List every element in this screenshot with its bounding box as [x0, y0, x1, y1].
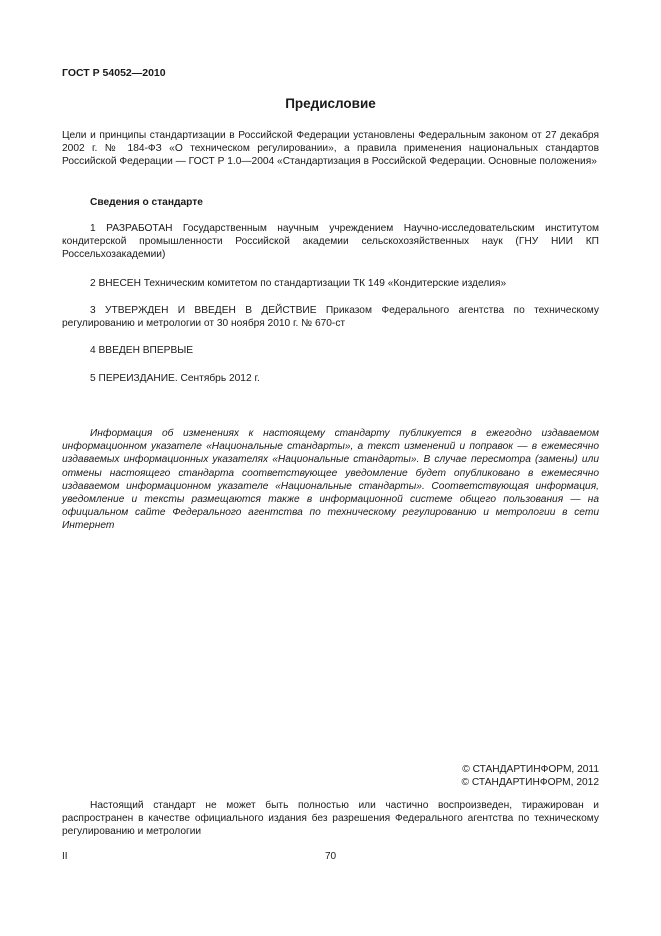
standard-id: ГОСТ Р 54052—2010	[62, 67, 166, 79]
reproduction-notice: Настоящий стандарт не может быть полностью или частично воспроизведен, тиражирован и распространен в качестве официального издания без разрешения Федерального агентства по техническому регулированию и метрологии	[62, 800, 599, 838]
info-item-1: 1 РАЗРАБОТАН Государственным научным учреждением Научно-исследовательским институтом кондитерской промышленности Российской академии сельскохозяйственных наук (ГНУ НИИ КП Россельхозакадемии)	[62, 223, 599, 261]
info-item-2: 2 ВНЕСЕН Техническим комитетом по стандартизации ТК 149 «Кондитерские изделия»	[90, 278, 507, 289]
copyright-line-1: © СТАНДАРТИНФОРМ, 2011	[462, 764, 599, 775]
notice-paragraph: Информация об изменениях к настоящему стандарту публикуется в ежегодно издаваемом информационном указателе «Национальные стандарты», а текст изменений и поправок — в ежемесячно издаваемых информационных указателях «Национальные стандарты». В случае пересмотра (замены) или отмены настоящего стандарта соответствующее уведомление будет опубликовано в ежемесячно издаваемом информационном указателе «Национальные стандарты». Соответствующая информация, уведомление и тексты размещаются также в информационной системе общего пользования — на официальном сайте Федерального агентства по техническому регулированию и метрологии в сети Интернет	[62, 428, 599, 532]
copyright-block	[462, 763, 600, 789]
page-number: 70	[324, 851, 337, 862]
copyright-line-2: © СТАНДАРТИНФОРМ, 2012	[461, 777, 599, 789]
page-title: Предисловие	[285, 96, 376, 111]
info-item-5: 5 ПЕРЕИЗДАНИЕ. Сентябрь 2012 г.	[90, 373, 260, 384]
info-item-4: 4 ВВЕДЕН ВПЕРВЫЕ	[90, 345, 194, 356]
info-heading: Сведения о стандарте	[90, 197, 203, 208]
intro-paragraph: Цели и принципы стандартизации в Российской Федерации установлены Федеральным законом от 27 декабря 2002 г. № 184-ФЗ «О техническом регулировании», а правила применения национальных стандартов Российской Федерации — ГОСТ Р 1.0—2004 «Стандартизация в Российской Федерации. Основные положения»	[62, 130, 599, 168]
roman-page-marker: II	[62, 851, 68, 862]
info-item-3: 3 УТВЕРЖДЕН И ВВЕДЕН В ДЕЙСТВИЕ Приказом Федерального агентства по техническому регулированию и метрологии от 30 ноября 2010 г. № 670-ст	[62, 305, 599, 330]
